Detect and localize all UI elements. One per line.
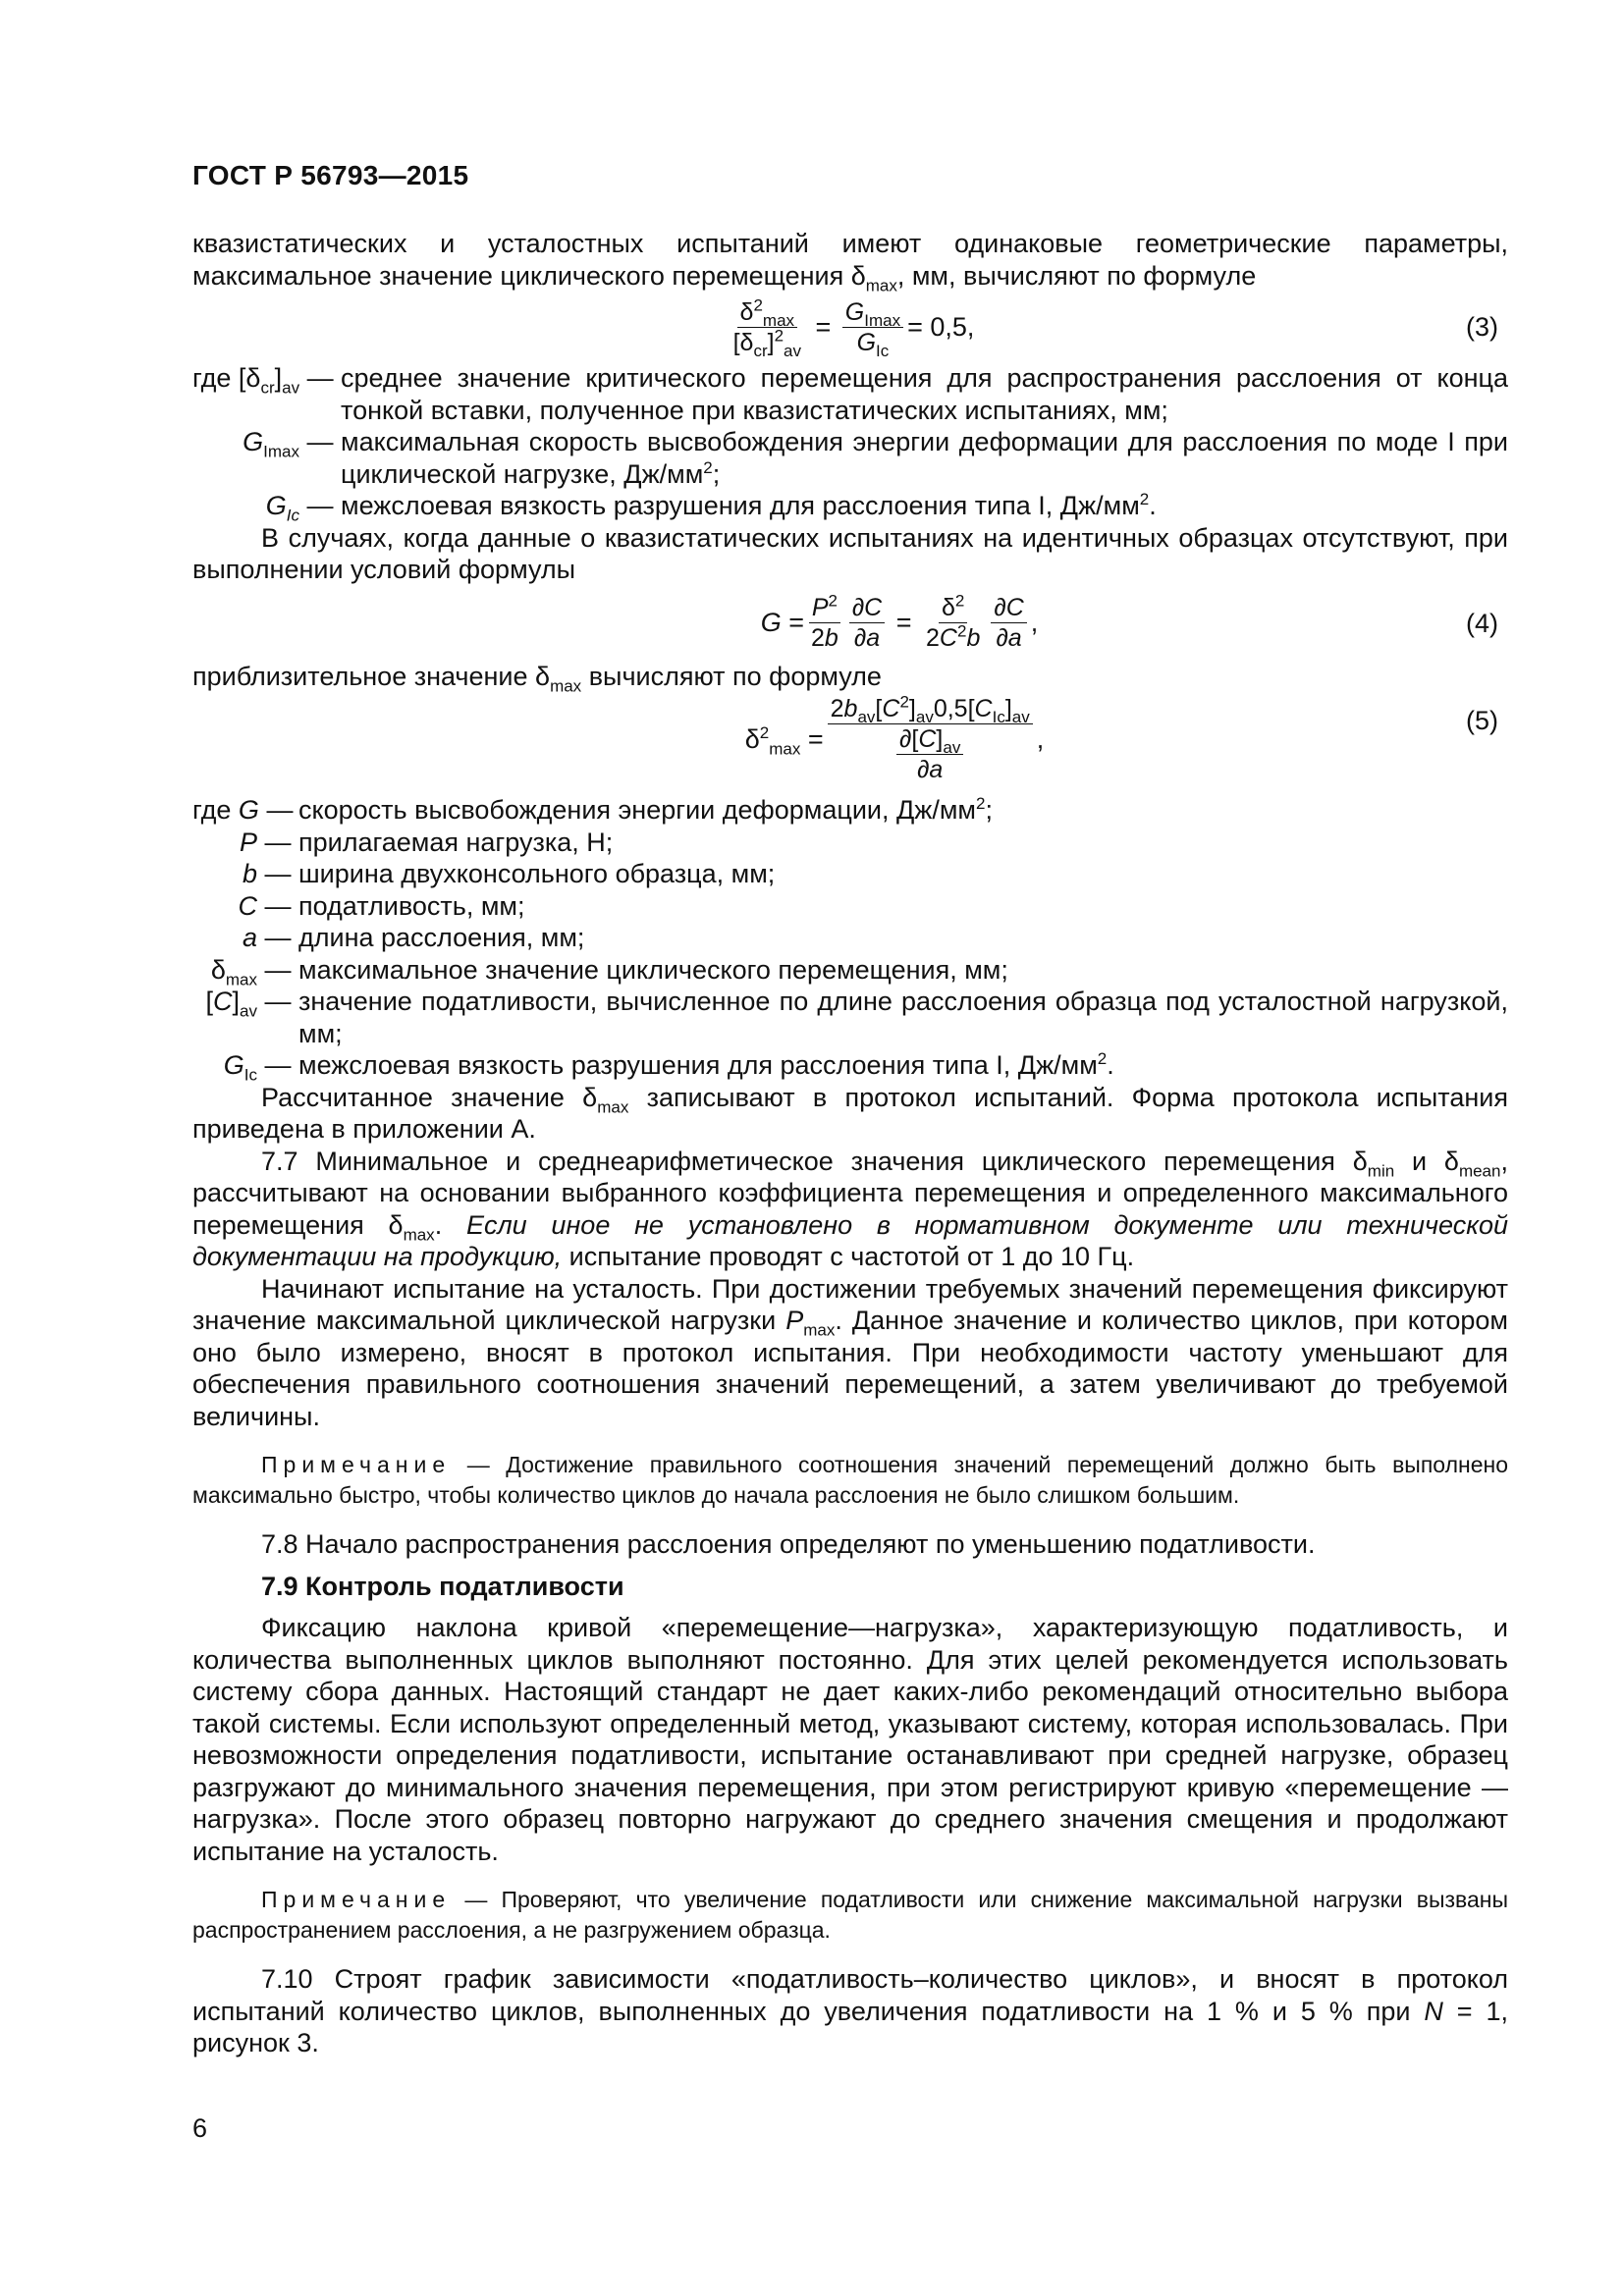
definitions-list-1 (192, 362, 1508, 525)
page-header: ГОСТ Р 56793—2015 (192, 160, 469, 190)
note-2 (192, 1885, 1508, 1946)
paragraph-7-10: 7.10 Строят график зависимости «податливость–количество циклов», и вносят в протокол испытаний количество циклов, выполненных до увеличения податливости на 1 % и 5 % при N = 1, рисунок 3. (192, 1964, 1508, 2057)
formula-4-frac-4: $\frac{\partial C}{\partial a}$ (991, 593, 1026, 653)
definition-item: b — ширина двухконсольного образца, мм; (242, 859, 776, 888)
definition-item: $G_{Ic}$ — межслоевая вязкость разрушения для расслоения типа I, $Дж/мм^2$. (223, 1049, 1114, 1085)
formula-3-left-fraction: $\frac{\delta^2_{max}}{[\delta_{cr}]^2_{av}}$ (732, 295, 802, 360)
page-number: 6 (192, 2113, 208, 2143)
formula-4-frac-2: $\frac{\partial C}{\partial a}$ (849, 593, 885, 653)
paragraph-7-8: 7.8 Начало распространения расслоения определяют по уменьшению податливости. (261, 1529, 1316, 1559)
definition-item: $\delta_{max}$ — максимальное значение циклического перемещения, мм; (210, 954, 1008, 988)
paragraph-cases: В случаях, когда данные о квазистатических испытаниях на идентичных образцах отсутствуют, при выполнении условий формулы (192, 522, 1508, 584)
note-1-text: — Достижение правильного соотношения значений перемещений должно быть выполнено максимально быстро, чтобы количество циклов до начала расслоения не было слишком большим. (192, 1452, 1508, 1508)
note-1 (192, 1450, 1508, 1511)
paragraph-approx: приблизительное значение $\delta_{max}$ вычисляют по формуле (192, 661, 882, 695)
note-1-label: Примечание (261, 1452, 452, 1477)
formula-3: $\frac{\delta^2_{max}}{[\delta_{cr}]^2_{av}}$ = $\frac{G_{Imax}}{G_{Ic}}$ = 0,5, (3) (192, 292, 1508, 362)
formula-5: $\delta^2_{max}$ = $\frac{2b_{av}[C^2]_{av}0,5[C_{Ic}]_{av}}{\frac{\partial[C]_{av}}{\partial a}}$ , (5) (744, 692, 1498, 783)
paragraph-7-9: Фиксацию наклона кривой «перемещение—нагрузка», характеризующую податливость, и количества выполненных циклов выполняют постоянно. Для этих целей рекомендуется использовать систему сбора данных. Настоящий стандарт не дает каких-либо рекомендаций относительно выбора такой системы. Если используют определенный метод, указывают систему, которая использовалась. При невозможности определения податливости, испытание останавливают при средней нагрузке, образец разгружают до минимального значения перемещения, при этом регистрируют кривую «перемещение — нагрузка». После этого образец повторно нагружают до среднего значения смещения и продолжают испытание на усталость. (192, 1613, 1508, 1866)
note-2-label: Примечание (261, 1887, 452, 1912)
formula-3-right-fraction: $\frac{G_{Imax}}{G_{Ic}}$ (842, 297, 903, 357)
formula-3-number: (3) (1466, 311, 1498, 342)
definition-item: a — длина расслоения, мм; (242, 923, 585, 952)
formula-4-frac-3: $\frac{\delta^2}{2C^2b}$ (926, 591, 981, 652)
formula-4-number: (4) (1466, 608, 1498, 638)
paragraph-7-7: 7.7 Минимальное и среднеарифметическое значения циклического перемещения $\delta_{min}$ и $\delta_{mean}$, рассчитывают на основании выбранного коэффициента перемещения и определенного максимального перемещения $\delta_{max}$. Если иное не установлено в нормативном документе или технической документации на продукцию, испытание проводят с частотой от 1 до 10 Гц. (192, 1146, 1508, 1271)
definition-item: C — податливость, мм; (238, 890, 525, 921)
formula-5-fraction: $\frac{2b_{av}[C^2]_{av}0,5[C_{Ic}]_{av}}{\frac{\partial[C]_{av}}{\partial a}}$ (828, 694, 1033, 784)
definition-item: $[C]_{av}$ — значение податливости, вычисленное по длине расслоения образца под усталостной нагрузкой, мм; (205, 987, 1508, 1048)
formula-3-tail: = 0,5, (907, 311, 975, 342)
definition-item: $G_{Ic}$ — межслоевая вязкость разрушения для расслоения типа I, $Дж/мм^2$. (265, 490, 1157, 525)
definition-item: где $[\delta_{cr}]_{av}$ — среднее значение критического перемещения для распространения расслоения от конца тонкой вставки, полученное при квазистатических испытаниях, мм; (192, 363, 1508, 425)
paragraph-fatigue: Начинают испытание на усталость. При достижении требуемых значений перемещения фиксируют значение максимальной циклической нагрузки $P_{max}$. Данное значение и количество циклов, при котором оно было измерено, вносят в протокол испытания. При необходимости частоту уменьшают для обеспечения правильного соотношения значений перемещений, а затем увеличивают до требуемой величины. (192, 1273, 1508, 1431)
paragraph-recorded: Рассчитанное значение $\delta_{max}$ записывают в протокол испытаний. Форма протокола испытания приведена в приложении А. (192, 1082, 1508, 1144)
paragraph-intro: квазистатических и усталостных испытаний имеют одинаковые геометрические параметры, максимальное значение циклического перемещения $\delta_{max}$, мм, вычисляют по формуле (192, 229, 1508, 294)
section-heading-7-9: 7.9 Контроль податливости (261, 1571, 624, 1601)
formula-4-frac-1: $\frac{P^2}{2b}$ (808, 593, 841, 653)
page-body (192, 228, 1508, 2059)
definition-item: $G_{Imax}$ — максимальная скорость высвобождения энергии деформации для расслоения по моде I при циклической нагрузке, $Дж/мм^2$; (243, 427, 1508, 489)
definition-item: где G — скорость высвобождения энергии деформации, $Дж/мм^2$; (192, 794, 993, 825)
note-2-text: — Проверяют, что увеличение податливости или снижение максимальной нагрузки вызваны распространением расслоения, а не разгружением образца. (192, 1887, 1508, 1943)
definition-item: P — прилагаемая нагрузка, Н; (239, 827, 614, 857)
formula-4: G = $\frac{P^2}{2b}$ $\frac{\partial C}{\partial a}$ = $\frac{\delta^2}{2C^2b}$ $\frac{\partial C}{\partial a}$ , (4) (760, 591, 1498, 652)
formula-5-number: (5) (1466, 705, 1498, 735)
definitions-list-2 (192, 794, 1508, 1085)
